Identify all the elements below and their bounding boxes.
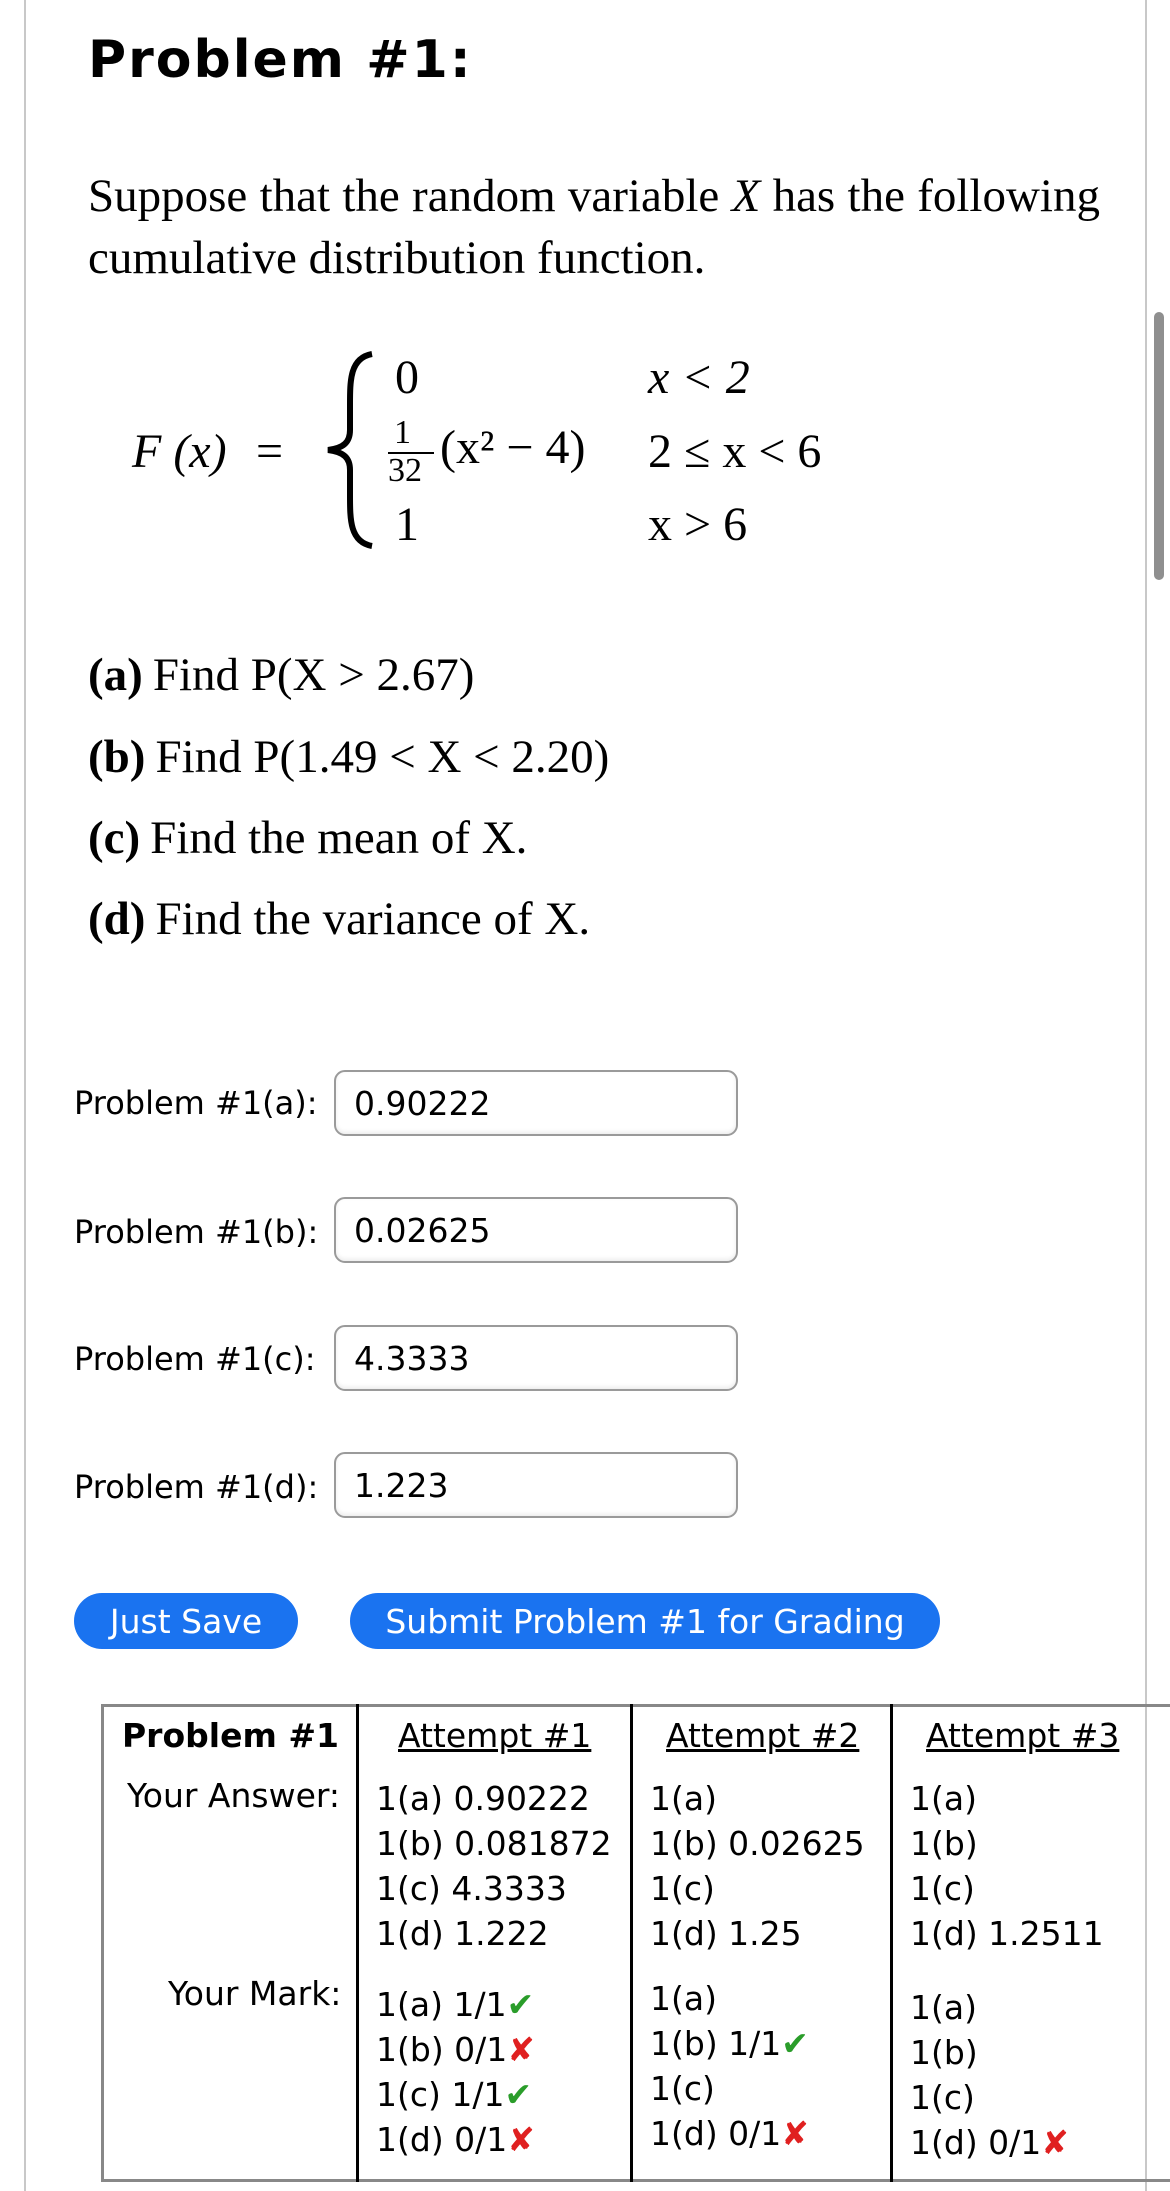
cdf-lhs: F (x) — [132, 425, 227, 478]
question-b: (b) Find P(1.49 < X < 2.20) — [88, 731, 610, 783]
mark-text: 1(a) — [910, 1988, 977, 2027]
table-header-problem: Problem #1 — [122, 1716, 339, 1755]
mark-entry — [376, 2117, 535, 2162]
answer-entry: 1(b) 0.081872 — [376, 1824, 612, 1863]
left-brace-icon — [320, 350, 380, 550]
cross-icon: ✘ — [781, 2114, 809, 2153]
answer-input-b[interactable] — [334, 1197, 738, 1263]
intro-text-b: has the following cumulative distribution function. — [88, 170, 1100, 284]
cross-icon: ✘ — [507, 2030, 535, 2069]
problem-intro — [88, 165, 1100, 289]
answer-entry: 1(d) 1.2511 — [910, 1914, 1104, 1953]
mark-entry — [650, 2066, 809, 2111]
case-expr-2-numerator: 1 — [394, 414, 411, 451]
cross-icon: ✘ — [1041, 2123, 1069, 2162]
mark-text: 1(d) 0/1 — [910, 2123, 1042, 2162]
case-expr-1: 0 — [395, 351, 419, 404]
attempt-3-link[interactable]: Attempt #3 — [926, 1716, 1120, 1755]
table-divider — [630, 1704, 633, 2182]
attempt-2-marks — [650, 1976, 809, 2156]
answer-entry: 1(a) — [910, 1779, 977, 1818]
attempt-2-link[interactable]: Attempt #2 — [666, 1716, 860, 1755]
mark-entry — [650, 2021, 809, 2066]
answer-entry: 1(d) 1.222 — [376, 1914, 549, 1953]
mark-text: 1(a) 1/1 — [376, 1985, 507, 2024]
mark-entry — [650, 2111, 809, 2156]
intro-variable: X — [731, 170, 761, 222]
answer-entry: 1(c) — [650, 1869, 715, 1908]
mark-entry — [910, 2030, 1069, 2075]
attempt-1-marks — [376, 1982, 535, 2162]
answer-entry: 1(c) — [910, 1869, 975, 1908]
case-cond-1: x < 2 — [648, 351, 750, 404]
answer-label-b: Problem #1(b): — [74, 1213, 319, 1251]
answer-input-a[interactable] — [334, 1070, 738, 1136]
submit-for-grading-button[interactable]: Submit Problem #1 for Grading — [350, 1593, 940, 1649]
attempt-1-link[interactable]: Attempt #1 — [398, 1716, 592, 1755]
checkmark-icon: ✔ — [504, 2075, 533, 2114]
table-divider — [356, 1704, 359, 2182]
mark-text: 1(c) — [650, 2069, 715, 2108]
case-expr-2-denominator: 32 — [388, 452, 422, 489]
answer-entry: 1(c) 4.3333 — [376, 1869, 567, 1908]
mark-text: 1(c) 1/1 — [376, 2075, 505, 2114]
just-save-button[interactable]: Just Save — [74, 1593, 298, 1649]
case-expr-3: 1 — [395, 498, 419, 551]
answer-entry: 1(d) 1.25 — [650, 1914, 802, 1953]
mark-text: 1(d) 0/1 — [376, 2120, 508, 2159]
answer-label-d: Problem #1(d): — [74, 1468, 319, 1506]
cross-icon: ✘ — [507, 2120, 535, 2159]
case-cond-2: 2 ≤ x < 6 — [648, 425, 822, 478]
mark-text: 1(b) — [910, 2033, 978, 2072]
mark-text: 1(b) 1/1 — [650, 2024, 782, 2063]
answer-input-c[interactable] — [334, 1325, 738, 1391]
attempt-2-answers — [650, 1776, 865, 1956]
mark-text: 1(b) 0/1 — [376, 2030, 508, 2069]
mark-text: 1(d) 0/1 — [650, 2114, 782, 2153]
your-answer-label: Your Answer: — [127, 1776, 341, 1815]
mark-entry — [910, 1985, 1069, 2030]
mark-entry — [910, 2120, 1069, 2165]
answer-label-a: Problem #1(a): — [74, 1084, 318, 1122]
mark-entry — [650, 1976, 809, 2021]
mark-entry — [376, 1982, 535, 2027]
answer-entry: 1(b) 0.02625 — [650, 1824, 865, 1863]
scrollbar[interactable] — [1154, 312, 1164, 580]
case-expr-2-tail: (x² − 4) — [440, 421, 586, 474]
answer-entry: 1(a) — [650, 1779, 717, 1818]
answer-input-d[interactable] — [334, 1452, 738, 1518]
answer-entry: 1(b) — [910, 1824, 978, 1863]
mark-entry — [910, 2075, 1069, 2120]
cdf-equals: = — [256, 425, 284, 478]
problem-title: Problem #1: — [88, 30, 473, 90]
question-d: (d) Find the variance of X. — [88, 893, 591, 945]
table-divider — [890, 1704, 893, 2182]
mark-text: 1(a) — [650, 1979, 717, 2018]
question-a: (a) Find P(X > 2.67) — [88, 649, 475, 701]
attempt-3-answers — [910, 1776, 1104, 1956]
mark-entry — [376, 2072, 535, 2117]
mark-text: 1(c) — [910, 2078, 975, 2117]
your-mark-label: Your Mark: — [168, 1974, 342, 2013]
attempt-1-answers — [376, 1776, 612, 1956]
question-c: (c) Find the mean of X. — [88, 812, 528, 864]
checkmark-icon: ✔ — [781, 2024, 809, 2063]
attempt-3-marks — [910, 1985, 1069, 2165]
checkmark-icon: ✔ — [506, 1985, 535, 2024]
case-cond-3: x > 6 — [648, 498, 748, 551]
answer-entry: 1(a) 0.90222 — [376, 1779, 590, 1818]
answer-label-c: Problem #1(c): — [74, 1340, 316, 1378]
mark-entry — [376, 2027, 535, 2072]
intro-text-a: Suppose that the random variable — [88, 170, 732, 222]
